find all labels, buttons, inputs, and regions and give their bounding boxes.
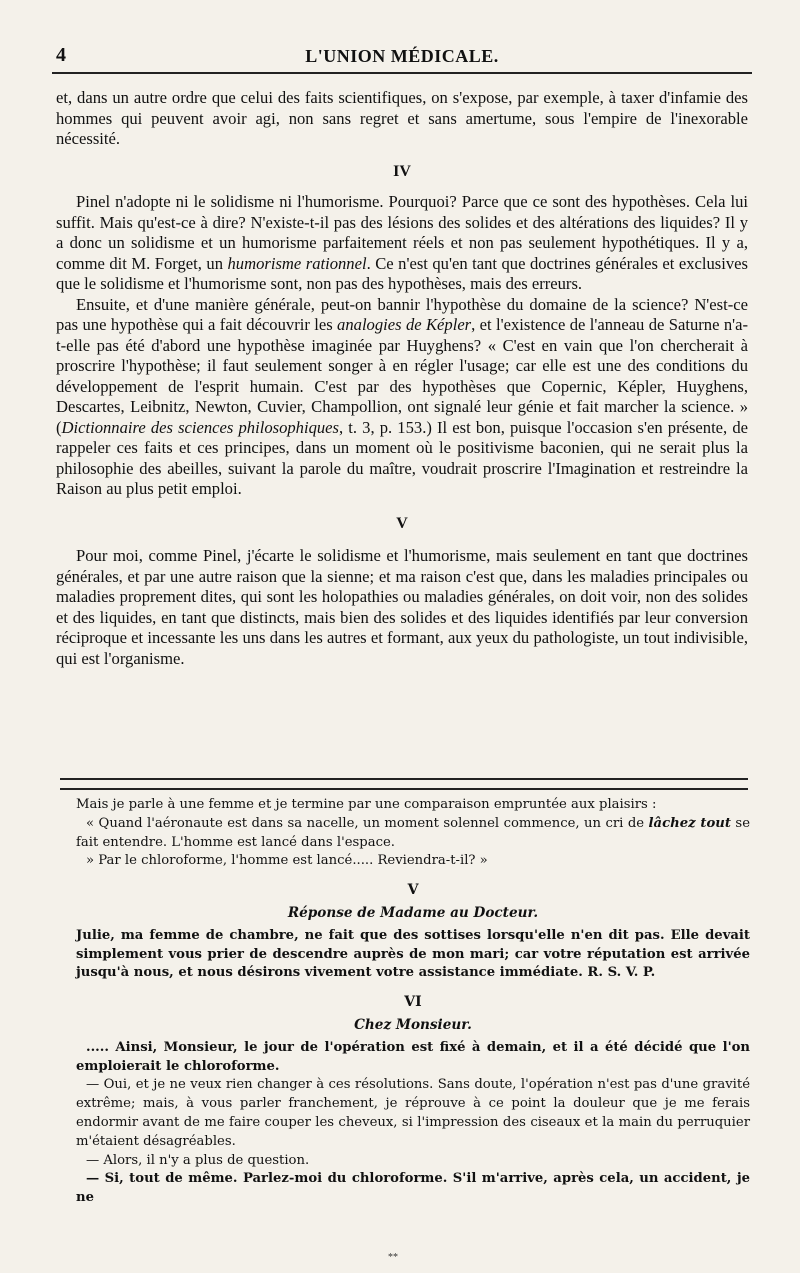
paragraph-iv-1-italic: humorisme rationnel [227, 253, 367, 273]
feuilleton-section-vi: VI [404, 994, 422, 1011]
feuilleton-section-v: V [407, 882, 419, 899]
feuilleton-separator [60, 778, 748, 790]
main-article [56, 88, 748, 669]
feuilleton-paragraph-1: Mais je parle à une femme et je termine par une comparaison empruntée aux plaisirs : [76, 797, 657, 812]
feuilleton-paragraph-2-italic: lâchez tout [648, 815, 731, 831]
feuilleton-paragraph-6: — Oui, et je ne veux rien changer à ces résolutions. Sans doute, l'opération n'est pas d'une gravité extrême; mais, à vous parler franchement, je réprouve à ce point la douleur que je me ferais endormir avant de me faire couper les cheveux, si l'impression des ciseaux et la main du perruquier m'étaient désagréables. [76, 1077, 750, 1149]
feuilleton-paragraph-5: ..... Ainsi, Monsieur, le jour de l'opération est fixé à demain, et il a été décidé que l'on emploierait le chloroforme. [76, 1039, 750, 1074]
feuilleton-paragraph-2-text-b: se fait entendre. L'homme est lancé dans l'espace. [76, 815, 750, 850]
paragraph-iv-2-text-c: , t. 3, p. 153.) Il est bon, puisque l'occasion s'en présente, de rappeler ces faits et ces principes, dans un moment où le positivisme baconien, qui ne serait plus la philosophie des abeilles, suivant la parole du maître, voudrait proscrire l'Imagination et restreindre la Raison au plus petit emploi. [56, 417, 748, 498]
feuilleton-paragraph-8: — Si, tout de même. Parlez-moi du chloroforme. S'il m'arrive, après cela, un accident, je ne [76, 1171, 750, 1206]
feuilleton-subhead-v: Réponse de Madame au Docteur. [287, 904, 539, 921]
header-rule [52, 72, 752, 74]
feuilleton-subhead-vi: Chez Monsieur. [354, 1016, 472, 1033]
paragraph-iv-2-italic-1: analogies de Képler [337, 315, 472, 334]
paragraph-iv-2 [56, 295, 748, 500]
paragraph-iv-1 [56, 192, 748, 295]
paragraph-iv-2-text-a: Ensuite, et d'une manière générale, peut-on bannir l'hypothèse du domaine de la science? N'est-ce pas une hypothèse qui a fait découvrir les [56, 294, 748, 334]
feuilleton-paragraph-2 [76, 815, 750, 853]
paragraph-iv-2-text-b: , et l'existence de l'anneau de Saturne n'a-t-elle pas été d'abord une hypothèse imaginée par Huyghens? « C'est en vain que l'on chercherait à proscrire l'hypothèse; il faut seulement songer à en régler l'usage; car elle est une des conditions du développement de l'esprit humain. C'est par des hypothèses que Copernic, Képler, Huyghens, Descartes, Leibnitz, Newton, Cuvier, Champollion, ont signalé leur génie et fait marcher la science. » ( [56, 315, 748, 437]
page-number: 4 [56, 44, 66, 66]
feuilleton-paragraph-3: » Par le chloroforme, l'homme est lancé..... Reviendra-t-il? » [86, 853, 488, 869]
page-header [52, 44, 752, 68]
feuilleton-paragraph-2-text-a: « Quand l'aéronaute est dans sa nacelle, un moment solennel commence, un cri de [86, 815, 649, 831]
feuilleton-paragraph-4: Julie, ma femme de chambre, ne fait que des sottises lorsqu'elle n'en dit pas. Elle devait simplement vous prier de descendre auprès de mon mari; car votre réputation est arrivée jusqu'à nous, et nous désirons vivement votre assistance immédiate. R. S. V. P. [76, 927, 750, 981]
paragraph-iv-1-text-b: . Ce n'est qu'en tant que doctrines générales et exclusives que le solidisme et l'humorisme sont, non pas des hypothèses, mais des erreurs. [56, 253, 748, 293]
paragraph-iv-2-italic-2: Dictionnaire des sciences philosophiques [61, 417, 339, 437]
paragraph-iv-1-text-a: Pinel n'adopte ni le solidisme ni l'humorisme. Pourquoi? Parce que ce sont des hypothèses. Cela lui suffit. Mais qu'est-ce à dire? N'existe-t-il pas des lésions des solides et des altérations des liquides? Il y a donc un solidisme et un humorisme parfaitement réels et non pas seulement hypothétiques. Il y a, comme dit M. Forget, un [56, 192, 748, 273]
feuilleton-paragraph-7: — Alors, il n'y a plus de question. [86, 1152, 310, 1168]
intro-paragraph: et, dans un autre ordre que celui des faits scientifiques, on s'expose, par exemple, à taxer d'infamie des hommes qui peuvent avoir agi, non sans regret et sans amertume, sous l'empire de l'inexorable nécessité. [56, 88, 748, 148]
running-title: L'UNION MÉDICALE. [305, 46, 499, 66]
footer-mark: ** [388, 1252, 398, 1263]
section-heading-v: V [396, 514, 408, 532]
section-heading-iv: IV [393, 162, 411, 180]
feuilleton-section [76, 796, 750, 1208]
paragraph-v: Pour moi, comme Pinel, j'écarte le solidisme et l'humorisme, mais seulement en tant que doctrines générales, et par une autre raison que la sienne; et ma raison c'est que, dans les maladies principales ou maladies proprement dites, qui sont les holopathies ou maladies générales, on doit voir, non des solides et des liquides, en tant que distincts, mais bien des solides et des liquides identifiés par leur conversion réciproque et incessante les uns dans les autres et formant, aux yeux du pathologiste, un tout indivisible, qui est l'organisme. [56, 546, 748, 668]
